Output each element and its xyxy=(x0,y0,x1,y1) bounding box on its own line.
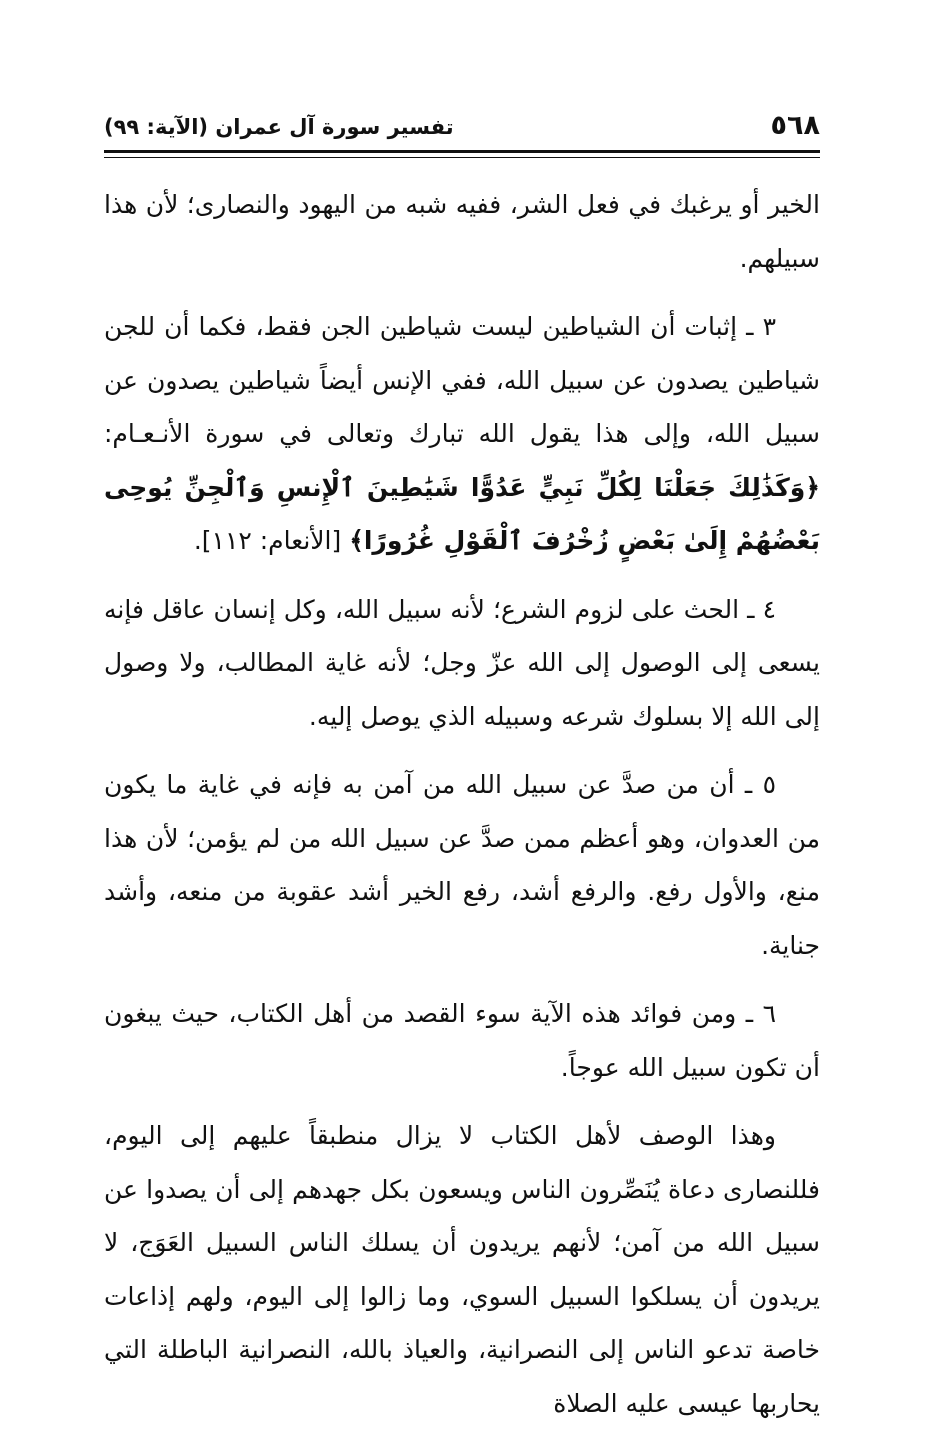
running-title: تفسير سورة آل عمران (الآية: ٩٩) xyxy=(104,115,454,139)
page-header xyxy=(104,108,820,148)
verse-citation: [الأنعام: ١١٢]. xyxy=(193,526,350,555)
paragraph-text: ٣ ـ إثبات أن الشياطين ليست شياطين الجن فقط، فكما أن للجن شياطين يصدون عن سبيل الله، ففي الإنس أيضاً شياطين يصدون عن سبيل الله، وإلى هذا يقول الله تبارك وتعالى في سورة الأنـعـام: xyxy=(104,312,820,448)
paragraph-point-4: ٤ ـ الحث على لزوم الشرع؛ لأنه سبيل الله، وكل إنسان عاقل فإنه يسعى إلى الوصول إلى الله عزّ وجل؛ لأنه غاية المطالب، ولا وصول إلى الله إلا بسلوك شرعه وسبيله الذي يوصل إليه. xyxy=(104,594,820,731)
page-number: ٥٦٨ xyxy=(770,110,820,141)
paragraph-continuation: الخير أو يرغبك في فعل الشر، ففيه شبه من اليهود والنصارى؛ لأن هذا سبيلهم. xyxy=(104,190,820,273)
paragraph-commentary: وهذا الوصف لأهل الكتاب لا يزال منطبقاً عليهم إلى اليوم، فللنصارى دعاة يُنَصِّرون الناس ويسعون بكل جهدهم إلى أن يصدوا عن سبيل الله من آمن؛ لأنهم يريدون أن يسلك الناس السبيل العَوَج، لا يريدون أن يسلكوا السبيل السوي، وما زالوا إلى اليوم، ولهم إذاعات خاصة تدعو الناس إلى النصرانية، والعياذ بالله، النصرانية الباطلة التي يحاربها عيسى عليه الصلاة xyxy=(104,1121,820,1418)
quran-verse: ﴿وَكَذَٰلِكَ جَعَلْنَا لِكُلِّ نَبِيٍّ عَدُوًّا شَيَٰطِينَ ٱلْإِنسِ وَٱلْجِنِّ يُوحِى بَعْضُهُمْ إِلَىٰ بَعْضٍ زُخْرُفَ ٱلْقَوْلِ غُرُورًا﴾ xyxy=(104,472,820,555)
header-rule xyxy=(104,150,820,158)
paragraph-point-5: ٥ ـ أن من صدَّ عن سبيل الله من آمن به فإنه في غاية ما يكون من العدوان، وهو أعظم ممن صدَّ عن سبيل الله من لم يؤمن؛ لأن هذا منع، والأول رفع. والرفع أشد، رفع الخير أشد عقوبة من منعه، وأشد جناية. xyxy=(104,770,820,960)
page-body xyxy=(104,178,820,1445)
paragraph-point-3 xyxy=(104,300,820,568)
paragraph-point-6: ٦ ـ ومن فوائد هذه الآية سوء القصد من أهل الكتاب، حيث يبغون أن تكون سبيل الله عوجاً. xyxy=(104,999,820,1082)
